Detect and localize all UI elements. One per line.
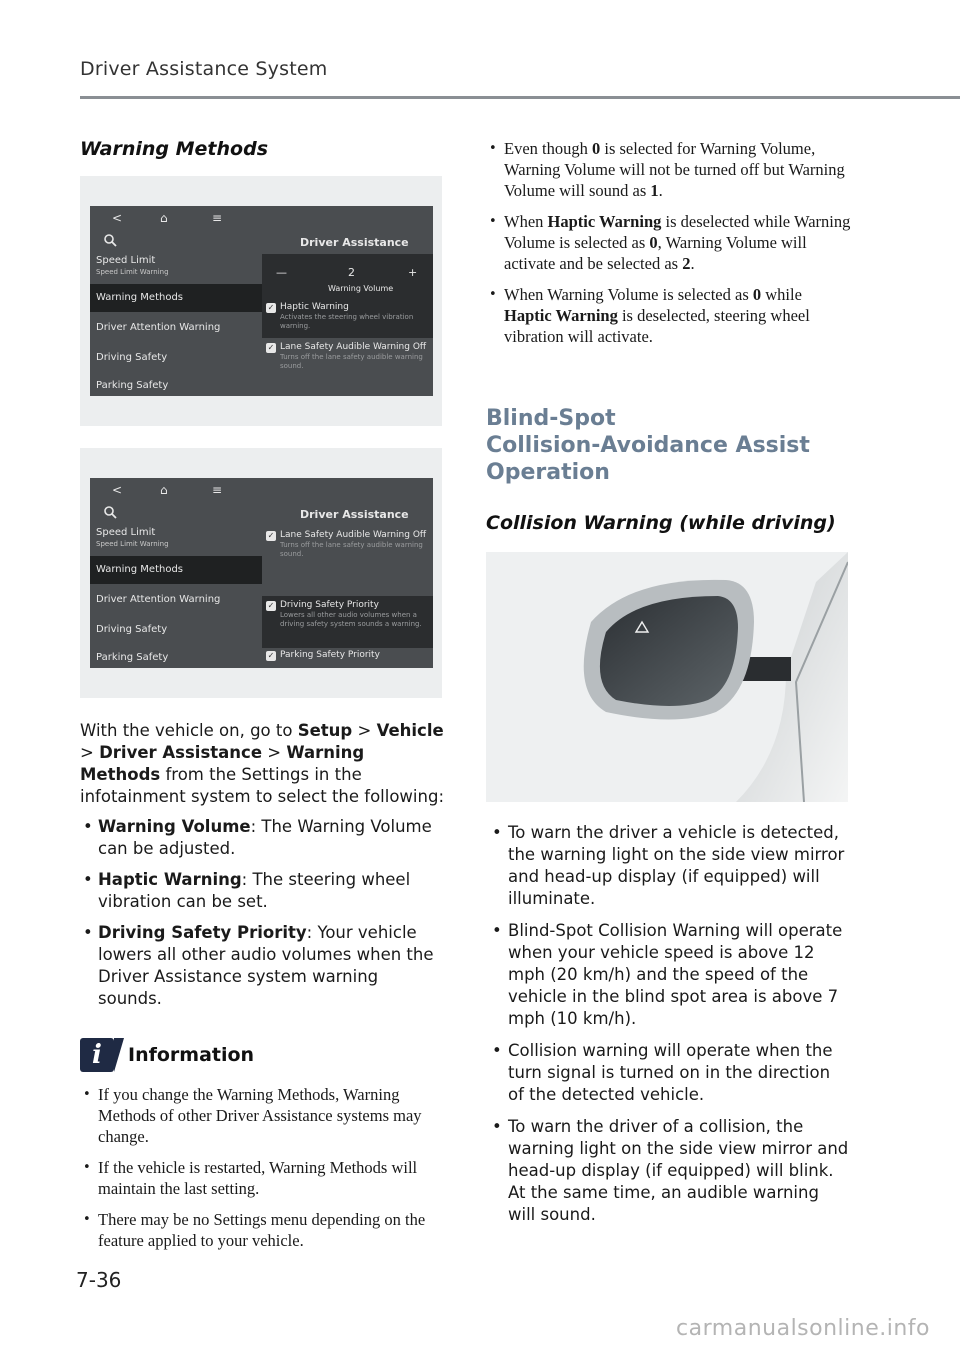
menu-item-parking-safety: Parking Safety xyxy=(96,652,169,663)
subsection-title: Collision Warning (while driving) xyxy=(486,512,836,534)
nav-bar xyxy=(112,211,423,225)
warning-volume-stepper xyxy=(268,266,428,280)
nav-bar xyxy=(112,483,423,497)
back-icon: < xyxy=(112,483,123,497)
watermark: carmanualsonline.info xyxy=(676,1316,930,1341)
option-parking-safety-priority: ✓ Parking Safety Priority xyxy=(267,650,380,660)
intro-paragraph: With the vehicle on, go to Setup > Vehicle > Driver Assistance > Warning Methods from the Settings in the infotainment system to select the following: xyxy=(80,721,444,806)
menu-icon: ≡ xyxy=(212,211,223,225)
checkbox-checked-icon: ✓ xyxy=(267,601,275,610)
feature-list xyxy=(80,816,445,1010)
screen-title: Driver Assistance xyxy=(300,508,409,521)
notes-list xyxy=(486,138,851,347)
side-mirror-illustration xyxy=(486,552,848,802)
section-heading: Blind-Spot Collision-Avoidance Assist Operation xyxy=(486,406,810,485)
list-item: • When Haptic Warning is deselected while Warning Volume is selected as 0, Warning Volume will activate and be selected as 2. xyxy=(486,211,851,274)
menu-item-driver-attention: Driver Attention Warning xyxy=(96,594,221,605)
left-column xyxy=(80,138,445,1261)
volume-label: Warning Volume xyxy=(328,284,394,293)
information-heading xyxy=(80,1038,445,1072)
menu-item-driving-safety: Driving Safety xyxy=(96,624,168,635)
infotainment-screen xyxy=(90,206,433,396)
checkbox-checked-icon: ✓ xyxy=(267,531,275,540)
collision-warning-list xyxy=(486,822,851,1226)
header-rule xyxy=(80,96,960,99)
plus-icon: + xyxy=(408,266,418,279)
option-lane-safety: ✓ Lane Safety Audible Warning Off Turns off the lane safety audible warning sound. xyxy=(267,342,427,370)
side-mirror-icon xyxy=(486,552,848,802)
infotainment-screen xyxy=(90,478,433,668)
search-icon xyxy=(104,506,117,522)
list-item: • Collision warning will operate when the turn signal is turned on in the direction of the detected vehicle. xyxy=(486,1040,851,1106)
checkbox-checked-icon: ✓ xyxy=(267,303,275,312)
list-item: • Haptic Warning: The steering wheel vibration can be set. xyxy=(80,869,445,913)
list-item: • If the vehicle is restarted, Warning Methods will maintain the last setting. xyxy=(80,1157,445,1199)
list-item: • To warn the driver a vehicle is detected, the warning light on the side view mirror and head-up display (if equipped) will illuminate. xyxy=(486,822,851,910)
menu-item-driving-safety: Driving Safety xyxy=(96,352,168,363)
menu-icon: ≡ xyxy=(212,483,223,497)
home-icon: ⌂ xyxy=(160,211,168,225)
search-icon xyxy=(104,234,117,250)
option-driving-safety-priority: ✓ Driving Safety Priority Lowers all other audio volumes when a driving safety system sounds a warning. xyxy=(267,600,422,628)
menu-item-parking-safety: Parking Safety xyxy=(96,380,169,391)
settings-screenshot-2 xyxy=(80,448,442,698)
running-header: Driver Assistance System xyxy=(80,58,328,80)
list-item: • If you change the Warning Methods, Warning Methods of other Driver Assistance systems may change. xyxy=(80,1084,445,1147)
option-lane-safety: ✓ Lane Safety Audible Warning Off Turns off the lane safety audible warning sound. xyxy=(267,530,427,558)
information-list xyxy=(80,1084,445,1251)
home-icon: ⌂ xyxy=(160,483,168,497)
menu-item-driver-attention: Driver Attention Warning xyxy=(96,322,221,333)
info-icon: i xyxy=(80,1038,114,1072)
list-item: • Blind-Spot Collision Warning will operate when your vehicle speed is above 12 mph (20 km/h) and the speed of the vehicle in the blind spot area is above 7 mph (10 km/h). xyxy=(486,920,851,1030)
list-item: • Even though 0 is selected for Warning Volume, Warning Volume will not be turned off but Warning Volume will sound as 1. xyxy=(486,138,851,201)
menu-item-speed-limit: Speed Limit Speed Limit Warning xyxy=(96,527,169,548)
menu-item-speed-limit: Speed Limit Speed Limit Warning xyxy=(96,255,169,276)
page-number: 7-36 xyxy=(76,1268,122,1292)
checkbox-checked-icon: ✓ xyxy=(267,343,275,352)
menu-item-warning-methods: Warning Methods xyxy=(90,284,262,312)
information-title: Information xyxy=(128,1044,255,1066)
list-item: • To warn the driver of a collision, the warning light on the side view mirror and head-up display (if equipped) will blink. At the same time, an audible warning will sound. xyxy=(486,1116,851,1226)
back-icon: < xyxy=(112,211,123,225)
list-item: • When Warning Volume is selected as 0 while Haptic Warning is deselected, steering wheel vibration will activate. xyxy=(486,284,851,347)
volume-value: 2 xyxy=(348,266,355,279)
list-item: • There may be no Settings menu depending on the feature applied to your vehicle. xyxy=(80,1209,445,1251)
right-column xyxy=(486,138,851,1236)
settings-screenshot-1 xyxy=(80,176,442,426)
list-item: • Driving Safety Priority: Your vehicle lowers all other audio volumes when the Driver Assistance system warning sounds. xyxy=(80,922,445,1010)
minus-icon: — xyxy=(276,266,287,279)
checkbox-checked-icon: ✓ xyxy=(267,651,275,660)
section-title: Warning Methods xyxy=(80,138,269,160)
list-item: • Warning Volume: The Warning Volume can be adjusted. xyxy=(80,816,445,860)
option-haptic-warning: ✓ Haptic Warning Activates the steering wheel vibration warning. xyxy=(267,302,414,330)
menu-item-warning-methods: Warning Methods xyxy=(90,556,262,584)
screen-title: Driver Assistance xyxy=(300,236,409,249)
